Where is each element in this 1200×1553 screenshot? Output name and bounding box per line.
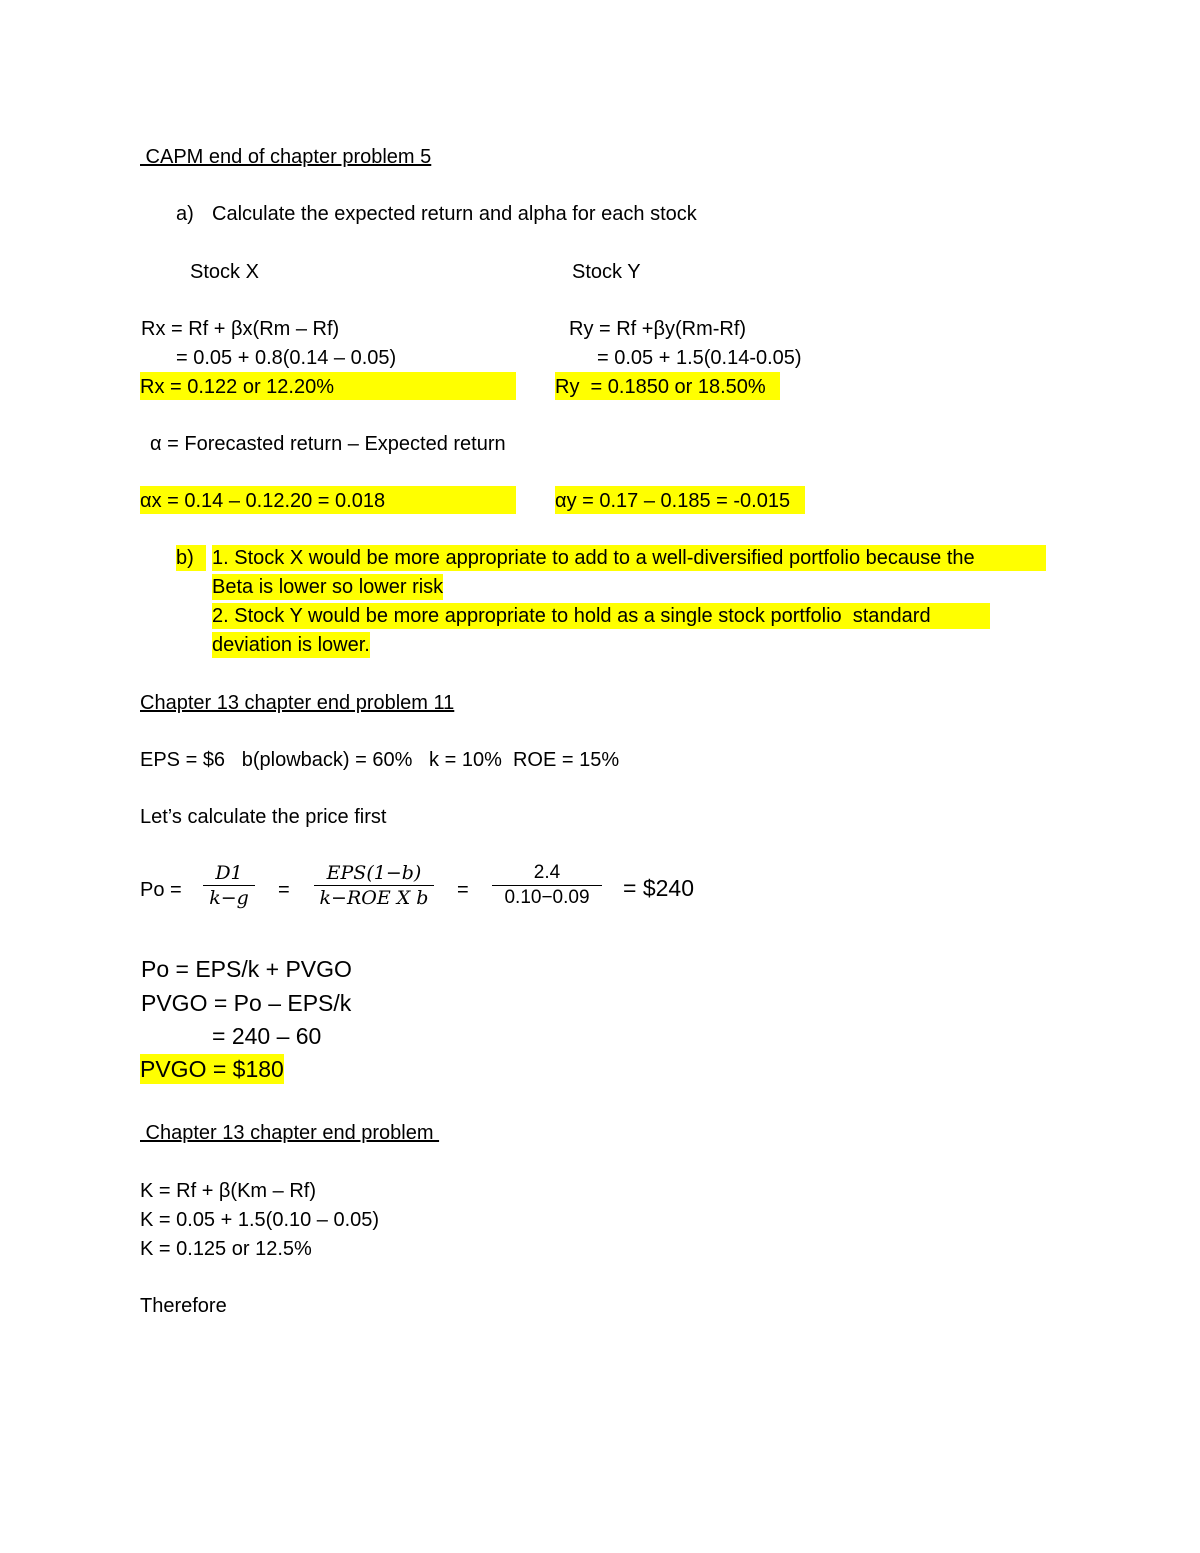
part-b-line-3: 2. Stock Y would be more appropriate to hold as a single stock portfolio standard (212, 603, 990, 629)
part-b-line-4: deviation is lower. (212, 634, 370, 656)
fraction-eps-over-k-roe (314, 862, 434, 909)
stock-y-label: Stock Y (572, 261, 641, 283)
rx-substitution: = 0.05 + 0.8(0.14 – 0.05) (176, 347, 397, 369)
rx-result: Rx = 0.122 or 12.20% (140, 372, 516, 400)
alpha-y-result: αy = 0.17 – 0.185 = -0.015 (555, 486, 805, 514)
part-a-text: Calculate the expected return and alpha for each stock (212, 203, 697, 225)
po-result: = $240 (623, 875, 694, 901)
pvgo-result: PVGO = $180 (140, 1056, 284, 1082)
rx-formula: Rx = Rf + βx(Rm – Rf) (141, 318, 340, 340)
po-label: Po = (140, 879, 182, 901)
part-b-line-1: 1. Stock X would be more appropriate to add to a well-diversified portfolio because the (212, 545, 1046, 571)
equals-1: = (278, 879, 290, 901)
fraction-2-denominator: k−ROE X b (319, 887, 429, 909)
fraction-2-numerator: EPS(1−b) (326, 862, 422, 884)
fraction-d1-over-kg (203, 862, 255, 909)
fraction-2-4-over-diff (492, 862, 602, 909)
ry-result: Ry = 0.1850 or 18.50% (555, 372, 780, 400)
fraction-1-bar (203, 885, 255, 886)
fraction-3-numerator: 2.4 (533, 862, 561, 883)
alpha-x-result: αx = 0.14 – 0.12.20 = 0.018 (140, 486, 516, 514)
pvgo-line-2: PVGO = Po – EPS/k (141, 990, 352, 1016)
fraction-3-denominator: 0.10−0.09 (504, 887, 590, 908)
fraction-1-denominator: k−g (209, 887, 249, 909)
part-b-line-2: Beta is lower so lower risk (212, 576, 444, 598)
k-substitution: K = 0.05 + 1.5(0.10 – 0.05) (140, 1209, 380, 1231)
alpha-definition: α = Forecasted return – Expected return (150, 433, 506, 455)
capm-title: CAPM end of chapter problem 5 (140, 146, 432, 168)
fraction-2-bar (314, 885, 434, 886)
k-formula: K = Rf + β(Km – Rf) (140, 1180, 316, 1202)
fraction-3-bar (492, 885, 602, 886)
k-result: K = 0.125 or 12.5% (140, 1238, 312, 1260)
stock-x-label: Stock X (190, 261, 259, 283)
part-b-marker: b) (176, 545, 206, 571)
given-values: EPS = $6 b(plowback) = 60% k = 10% ROE = 15% (140, 749, 620, 771)
price-intro: Let’s calculate the price first (140, 806, 387, 828)
ch13-p11-title: Chapter 13 chapter end problem 11 (140, 692, 455, 714)
equals-2: = (457, 879, 469, 901)
ry-formula: Ry = Rf +βy(Rm-Rf) (569, 318, 747, 340)
ch13-title: Chapter 13 chapter end problem (140, 1122, 440, 1144)
therefore-text: Therefore (140, 1295, 227, 1317)
ry-substitution: = 0.05 + 1.5(0.14-0.05) (597, 347, 802, 369)
part-a-marker: a) (176, 203, 194, 225)
fraction-1-numerator: D1 (215, 862, 243, 884)
pvgo-line-3: = 240 – 60 (212, 1023, 322, 1049)
pvgo-line-1: Po = EPS/k + PVGO (141, 956, 352, 982)
